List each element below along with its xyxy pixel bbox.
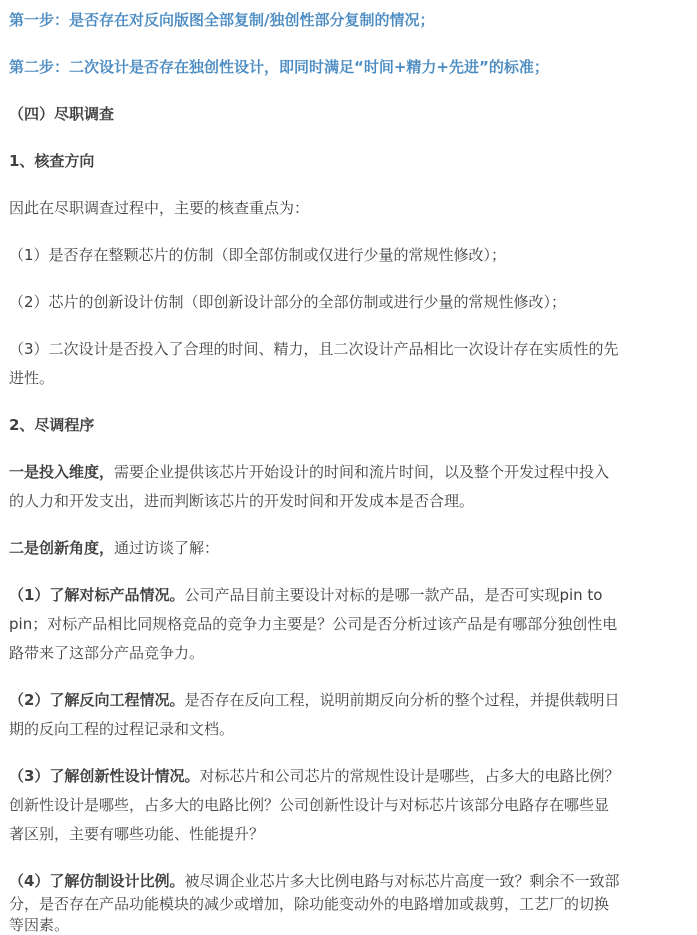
question-4-line1 bbox=[9, 871, 619, 891]
question-2-line1 bbox=[9, 690, 619, 710]
question-2-lead: （2）了解反向工程情况。 bbox=[9, 691, 185, 709]
step1-text: 第一步：是否存在对反向版图全部复制/独创性部分复制的情况； bbox=[9, 11, 435, 29]
question-2-text-1: 是否存在反向工程，说明前期反向分析的整个过程，并提供载明日 bbox=[184, 691, 620, 709]
investment-lead: 一是投入维度， bbox=[9, 463, 115, 481]
question-4-line2: 分，是否存在产品功能模块的减少或增加，除功能变动外的电路增加或裁剪，工艺厂的切换 bbox=[9, 895, 610, 913]
step2-text: 第二步：二次设计是否存在独创性设计，即同时满足“时间+精力+先进”的标准； bbox=[9, 58, 549, 76]
question-3-lead: （3）了解创新性设计情况。 bbox=[9, 767, 200, 785]
innovation-lead: 二是创新角度， bbox=[9, 539, 115, 557]
check-item-3-line1: （3）二次设计是否投入了合理的时间、精力，且二次设计产品相比一次设计存在实质性的先 bbox=[9, 340, 619, 358]
subsection-1-heading: 1、核查方向 bbox=[9, 152, 95, 170]
question-1-line2: pin；对标产品相比同规格竞品的竞争力主要是？公司是否分析过该产品是有哪部分独创性电 bbox=[9, 615, 618, 633]
intro-paragraph: 因此在尽职调查过程中，主要的核查重点为： bbox=[9, 199, 310, 217]
question-3-line3: 著区别，主要有哪些功能、性能提升？ bbox=[9, 825, 265, 843]
question-1-line1 bbox=[9, 585, 602, 605]
check-item-3-line2: 进性。 bbox=[9, 369, 55, 387]
question-3-line1 bbox=[9, 766, 619, 786]
section-4-heading: （四）尽职调查 bbox=[9, 105, 115, 123]
subsection-2-heading: 2、尽调程序 bbox=[9, 416, 95, 434]
question-1-lead: （1）了解对标产品情况。 bbox=[9, 586, 185, 604]
investment-text-1: 需要企业提供该芯片开始设计的时间和流片时间，以及整个开发过程中投入 bbox=[114, 463, 610, 481]
investment-paragraph-line1 bbox=[9, 462, 609, 482]
innovation-text: 通过访谈了解： bbox=[114, 539, 220, 557]
question-1-text-1: 公司产品目前主要设计对标的是哪一款产品，是否可实现pin to bbox=[184, 586, 603, 604]
check-item-2: （2）芯片的创新设计仿制（即创新设计部分的全部仿制或进行少量的常规性修改）； bbox=[9, 293, 567, 311]
question-2-line2: 期的反向工程的过程记录和文档。 bbox=[9, 720, 235, 738]
check-item-1: （1）是否存在整颗芯片的仿制（即全部仿制或仅进行少量的常规性修改）； bbox=[9, 246, 507, 264]
question-4-text-1: 被尽调企业芯片多大比例电路与对标芯片高度一致？剩余不一致部 bbox=[184, 872, 620, 890]
investment-paragraph-line2: 的人力和开发支出，进而判断该芯片的开发时间和开发成本是否合理。 bbox=[9, 492, 475, 510]
innovation-paragraph bbox=[9, 538, 219, 558]
question-4-line3: 等因素。 bbox=[9, 916, 70, 934]
question-3-line2: 创新性设计是哪些，占多大的电路比例？公司创新性设计与对标芯片该部分电路存在哪些显 bbox=[9, 796, 610, 814]
question-1-line3: 路带来了这部分产品竞争力。 bbox=[9, 644, 205, 662]
question-3-text-1: 对标芯片和公司芯片的常规性设计是哪些，占多大的电路比例？ bbox=[199, 767, 620, 785]
question-4-lead: （4）了解仿制设计比例。 bbox=[9, 872, 185, 890]
